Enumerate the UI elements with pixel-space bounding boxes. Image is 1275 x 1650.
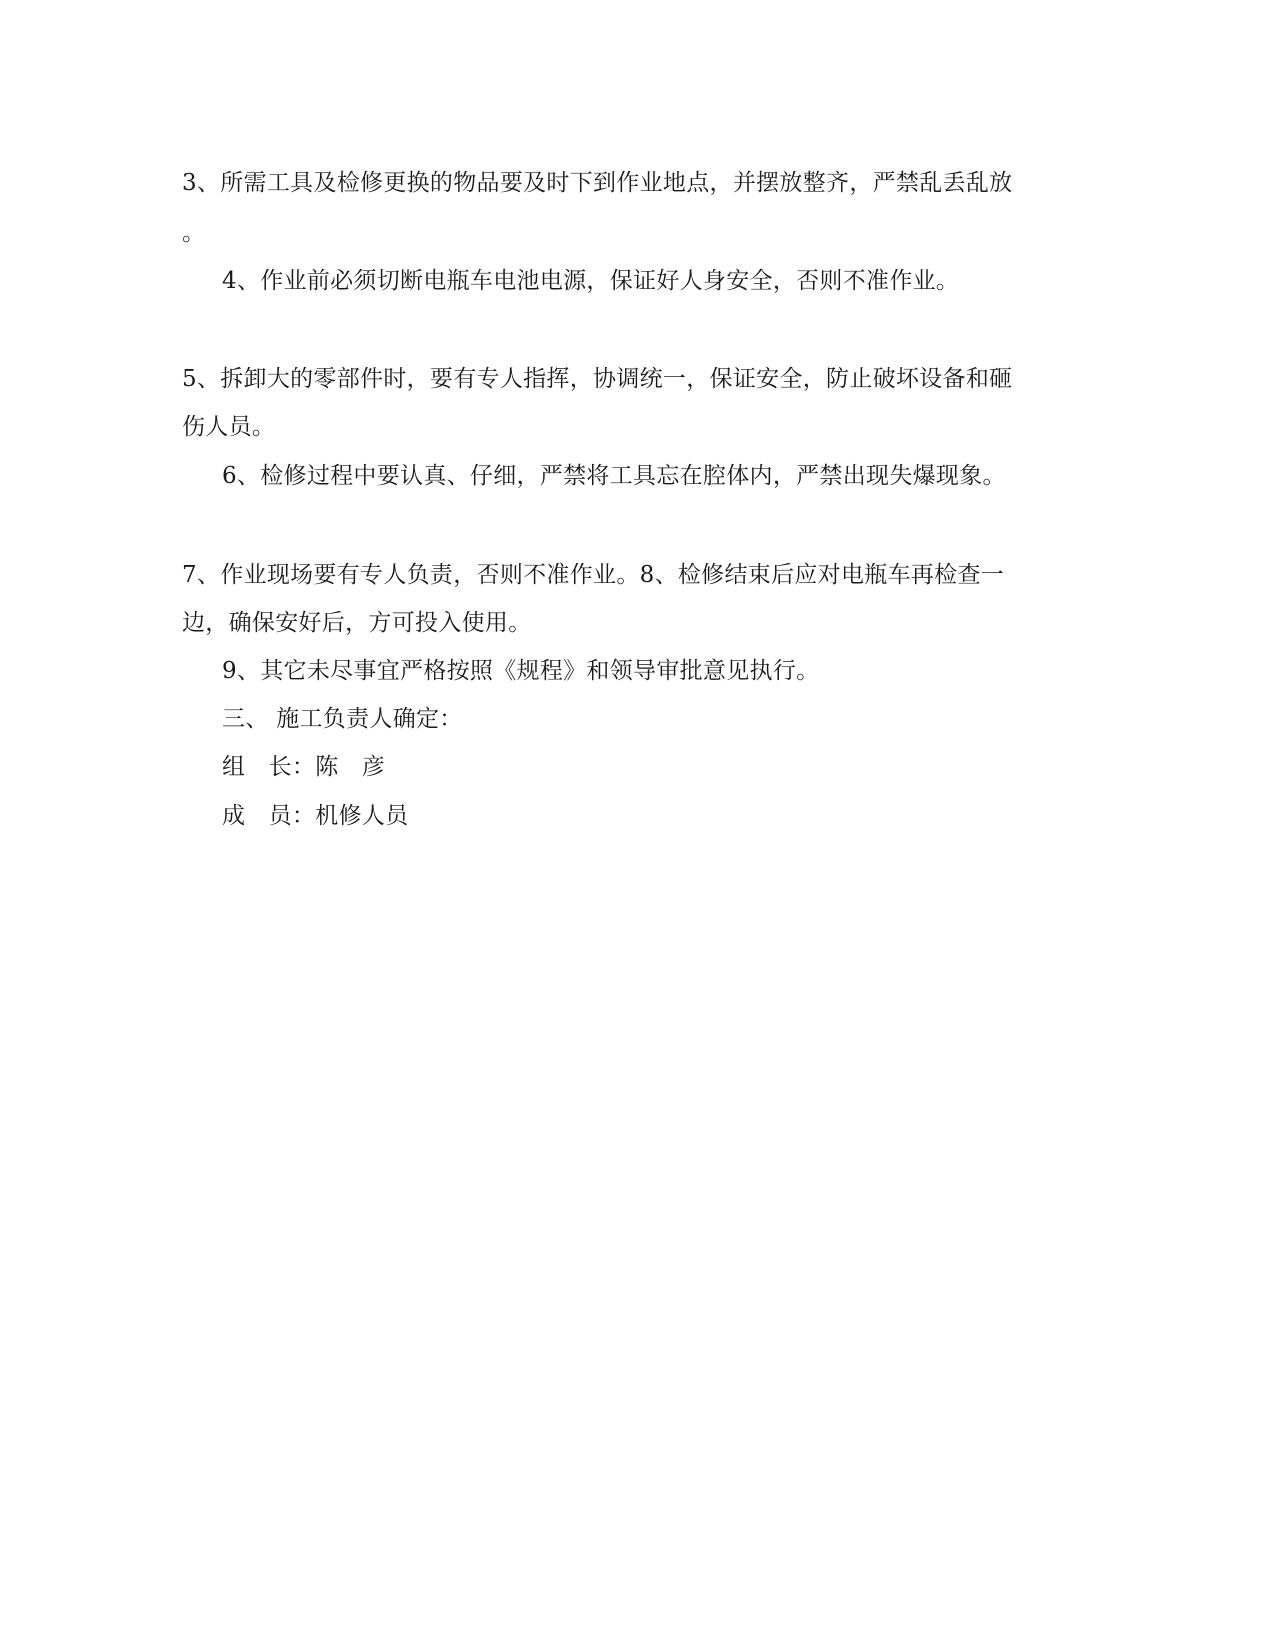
item-9: 9、其它未尽事宜严格按照《规程》和领导审批意见执行。 (222, 658, 820, 684)
item-3-line-2: 。 (182, 220, 206, 246)
team-members: 成 员：机修人员 (222, 803, 409, 829)
item-4: 4、作业前必须切断电瓶车电池电源，保证好人身安全，否则不准作业。 (222, 268, 960, 294)
item-3-line-1: 3、所需工具及检修更换的物品要及时下到作业地点，并摆放整齐，严禁乱丢乱放 (182, 170, 1013, 196)
item-5-line-2: 伤人员。 (182, 414, 276, 440)
team-leader: 组 长：陈 彦 (222, 754, 386, 780)
item-5-line-1: 5、拆卸大的零部件时，要有专人指挥，协调统一，保证安全，防止破坏设备和砸 (182, 366, 1013, 392)
item-7-8-line-1: 7、作业现场要有专人负责，否则不准作业。8、检修结束后应对电瓶车再检查一 (182, 562, 1005, 588)
item-6: 6、检修过程中要认真、仔细，严禁将工具忘在腔体内，严禁出现失爆现象。 (222, 463, 1006, 489)
item-7-8-line-2: 边，确保安好后，方可投入使用。 (182, 610, 532, 636)
section-3-heading: 三、 施工负责人确定： (222, 706, 463, 732)
